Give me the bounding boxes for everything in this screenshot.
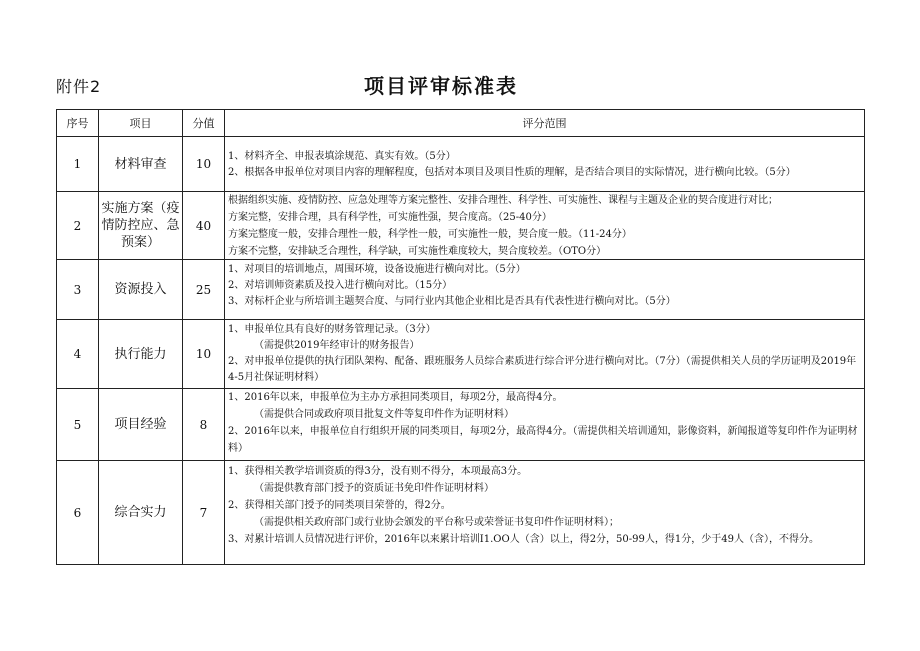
row-index: 6 [57,461,99,565]
range-line: 1、对项目的培训地点，周围环境，设备设施进行横向对比。（5分） [228,264,526,275]
row-score: 40 [183,192,225,260]
table-row [57,260,865,320]
page-title: 项目评审标准表 [364,74,518,98]
attachment-label: 附件2 [56,77,102,96]
table-header-row [57,110,865,137]
table-row [57,137,865,192]
range-line: 1、申报单位具有良好的财务管理记录。（3分） [228,324,436,335]
range-line: 1、2016年以来，申报单位为主办方承担同类项目，每项2分，最高得4分。 [228,392,563,403]
row-index: 2 [57,192,99,260]
row-index: 4 [57,320,99,389]
row-range [225,320,865,389]
range-line: （需提供2019年经审计的财务报告） [254,340,420,351]
range-line: （需提供相关政府部门或行业协会颁发的平台称号或荣誉证书复印件作证明材料）； [254,517,619,528]
table-row [57,192,865,260]
row-item: 材料审查 [99,137,183,192]
range-line: 2、根据各申报单位对项目内容的理解程度，包括对本项目及项目性质的理解，是否结合项目的实际情况，进行横向比较。（5分） [228,167,796,178]
range-line: （需提供教育部门授予的资质证书免印件作证明材料） [254,483,494,494]
range-line: 方案完整度一般，安排合理性一般，科学性一般，可实施性一般，契合度一般。（11-24分） [228,229,632,240]
header-score: 分值 [183,110,225,137]
range-line: 1、获得相关教学培训资质的得3分，没有则不得分，本项最高3分。 [228,466,528,477]
evaluation-table [56,109,865,565]
range-line: 2、2016年以来，申报单位自行组织开展的同类项目，每项2分，最高得4分。（需提供相关培训通知，影像资料，新闻报道等复印件作为证明材料） [228,426,858,454]
row-item: 综合实力 [99,461,183,565]
range-line: （需提供合同或政府项目批复文件等复印件作为证明材料） [254,409,514,420]
row-index: 3 [57,260,99,320]
row-score: 25 [183,260,225,320]
range-line: 3、对累计培训人员情况进行评价，2016年以来累计培训I1.OO人（含）以上，得2分，50-99人，得1分，少于49人（含），不得分。 [228,534,819,545]
row-score: 10 [183,137,225,192]
table-row [57,320,865,389]
row-score: 7 [183,461,225,565]
range-line: 3、对标杆企业与所培训主题契合度、与同行业内其他企业相比是否具有代表性进行横向对比。（5分） [228,296,676,307]
row-range [225,192,865,260]
range-line: 2、获得相关部门授予的同类项目荣誉的，得2分。 [228,500,451,511]
header-item: 项目 [99,110,183,137]
header-index: 序号 [57,110,99,137]
row-score: 8 [183,389,225,461]
row-score: 10 [183,320,225,389]
row-index: 5 [57,389,99,461]
row-index: 1 [57,137,99,192]
range-line: 根据组织实施、疫情防控、应急处理等方案完整性、安排合理性、科学性、可实施性、课程与主题及企业的契合度进行对比； [228,195,778,206]
range-line: 方案不完整，安排缺乏合理性，科学缺，可实施性难度较大，契合度较差。（OTO分） [228,246,607,257]
row-range [225,389,865,461]
range-line: 2、对申报单位提供的执行团队架构、配备、跟班服务人员综合素质进行综合评分进行横向对比。（7分）（需提供相关人员的学历证明及2019年4-5月社保证明材料） [228,356,857,383]
row-range [225,137,865,192]
row-item: 实施方案（疫情防控应、急预案） [99,192,183,260]
table-row [57,461,865,565]
range-line: 1、材料齐全、申报表填涂规范、真实有效。（5分） [228,151,456,162]
table-row [57,389,865,461]
row-item: 项目经验 [99,389,183,461]
range-line: 2、对培训师资素质及投入进行横向对比。（15分） [228,280,453,291]
row-item: 执行能力 [99,320,183,389]
row-range [225,461,865,565]
row-range [225,260,865,320]
row-item: 资源投入 [99,260,183,320]
header-range: 评分范围 [225,110,865,137]
range-line: 方案完整，安排合理，具有科学性，可实施性强，契合度高。（25-40分） [228,212,552,223]
